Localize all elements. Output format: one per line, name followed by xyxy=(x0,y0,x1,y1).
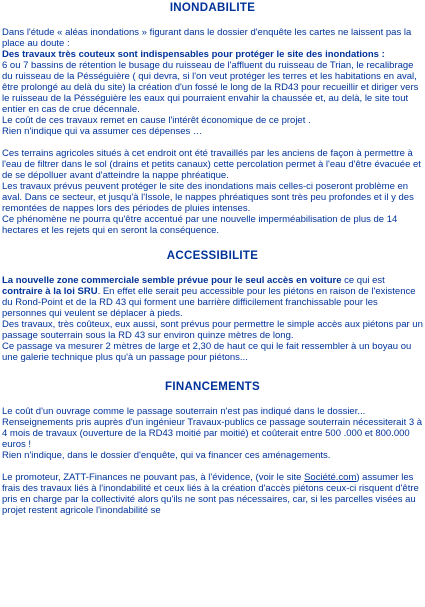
paragraph: La nouvelle zone commerciale semble prévue pour le seul accès en voiture ce qui est contraire à la loi SRU. En effet elle serait peu accessible pour les piétons en raison de l'existence du Rond-Point et de la RD 43 qui forment une barrière difficilement franchissable pour les personnes qui veulent se déplacer à pieds. xyxy=(2,275,416,319)
section-title-inondabilite: INONDABILITE xyxy=(169,2,256,14)
paragraph: Ce passage va mesurer 2 mètres de large et 2,30 de haut ce qui le fait ressembler à un boyau ou une galerie technique plus qu'à un passage pour piétons... xyxy=(2,341,412,363)
paragraph: Les travaux prévus peuvent protéger le site des inondations mais celles-ci poseront problème en aval. Dans ce secteur, et jusqu'à l'Issole, le nappes phréatiques sont très peu profondes et il y des remontées de nappes lors des périodes de pluies intenses. xyxy=(2,181,414,214)
inondabilite-block xyxy=(2,27,423,236)
societe-com-link[interactable]: Société.com xyxy=(304,472,357,483)
accessibilite-block xyxy=(2,275,423,363)
paragraph: Le coût d'un ouvrage comme le passage souterrain n'est pas indiqué dans le dossier... Renseignements pris auprès d'un ingénieur Travaux-publics ce passage souterrain nécessiterait 3 à 4 mois de travaux (ouverture de la RD43 moitié par moitié) et coûterait entre 500 .000 et 800.000 euros ! Rien n'indique, dans le dossier d'enquête, qui va financer ces aménagements. xyxy=(2,406,423,461)
section-title-financements: FINANCEMENTS xyxy=(165,381,260,393)
section-title-accessibilite: ACCESSIBILITE xyxy=(166,250,259,262)
paragraph: Dans l'étude « aléas inondations » figurant dans le dossier d'enquête les cartes ne laissent pas la place au doute : Des travaux très couteux sont indispensables pour protéger le site des inondations : 6 ou 7 bassins de rétention le busage du ruisseau de l'affluent du ruisseau de Trian, le recalibrage du ruisseau de la Pésséguière ( qui devra, si l'on veut protéger les terres et les habitations en aval, être prolongé au delà du site) la création d'un fossé le long de la RD43 pour recueillir et diriger vers le ruisseau de la Pésséguière les eaux qui pourraient envahir la chaussée et, au delà, le site tout entier en cas de crue décennale. Le coût de ces travaux remet en cause l'intérêt économique de ce projet . Rien n'indique qui va assumer ces dépenses … xyxy=(2,27,419,137)
paragraph: Ces terrains agricoles situés à cet endroit ont été travaillés par les anciens de façon à permettre à l'eau de filtrer dans le sol (drains et petits canaux) cette percolation permet à l'eau d'être évacuée et de se dépolluer avant d'atteindre la nappe phréatique. xyxy=(2,148,421,181)
paragraph: Le promoteur, ZATT-Finances ne pouvant pas, à l'évidence, (voir le site Société.com) assumer les frais des travaux liés à l'inondabilité et ceux liés à la création d'accès piétons ceux-ci risquent d'être pris en charge par la collectivité alors qu'ils ne sont pas nécessaires, car, si les parcelles visées au projet restent agricole l'inondabilité se xyxy=(2,472,419,516)
financements-block xyxy=(2,406,423,516)
paragraph: Ce phénomène ne pourra qu'être accentué par une nouvelle imperméabilisation de plus de 14 hectares et les rejets qui en seront la conséquence. xyxy=(2,214,398,236)
paragraph: Des travaux, très coûteux, eux aussi, sont prévus pour permettre le simple accès aux piétons par un passage souterrain sous la RD 43 sur environ quinze mètres de long. xyxy=(2,319,423,341)
